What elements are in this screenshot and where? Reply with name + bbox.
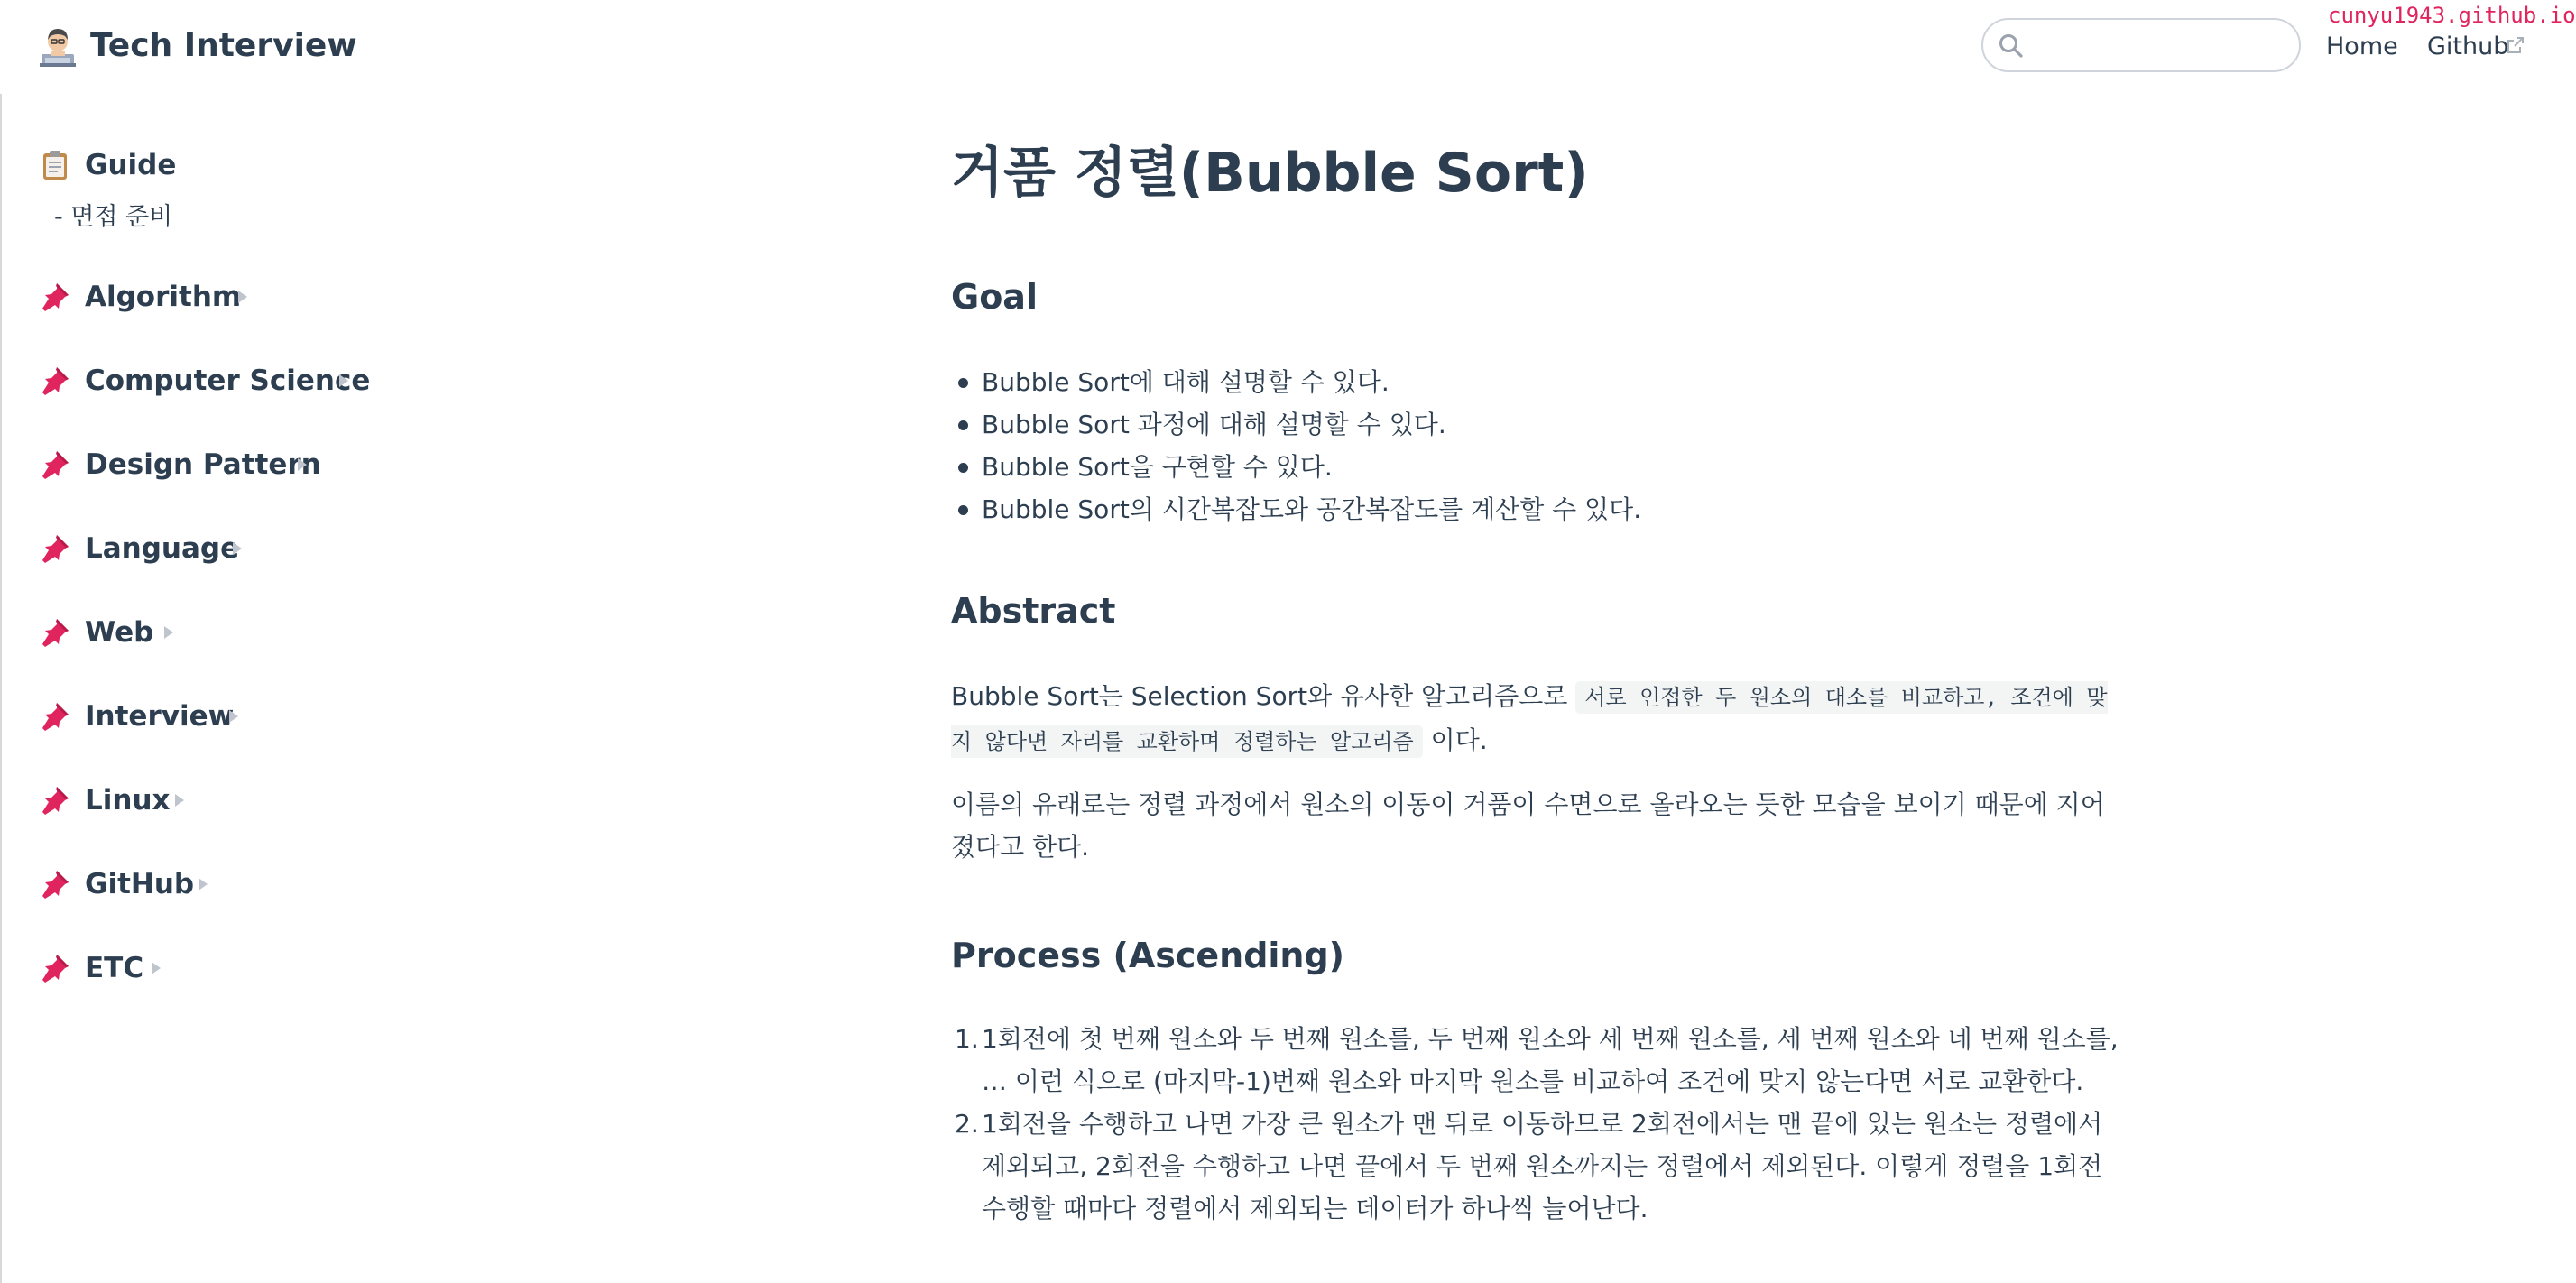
abstract-text: Bubble Sort는 Selection Sort와 유사한 알고리즘으로 (951, 681, 1576, 711)
pushpin-icon (40, 785, 70, 816)
search-box[interactable] (1981, 18, 2301, 72)
chevron-right-icon (164, 626, 173, 639)
chevron-right-icon (229, 710, 238, 723)
chevron-right-icon (298, 458, 307, 471)
sidebar-item-interview-prep[interactable]: - 면접 준비 (54, 203, 173, 231)
sidebar-group-label: ETC (85, 952, 144, 984)
chevron-right-icon (152, 962, 161, 974)
nav-link-github[interactable]: Github (2427, 32, 2509, 60)
sidebar (0, 94, 505, 1283)
developer-avatar-icon[interactable] (40, 23, 76, 69)
search-input[interactable] (2034, 27, 2290, 65)
sidebar-group-label: Guide (85, 149, 177, 181)
external-link-icon (2507, 36, 2525, 54)
chevron-right-icon (175, 794, 184, 807)
list-item: Bubble Sort에 대해 설명할 수 있다. (951, 361, 2124, 403)
list-item-number: 1. (955, 1024, 979, 1054)
pushpin-icon (40, 701, 70, 732)
abstract-paragraph (951, 675, 2115, 763)
list-item: Bubble Sort 과정에 대해 설명할 수 있다. (951, 403, 2124, 446)
sidebar-group-label: Linux (85, 784, 171, 817)
section-heading-abstract: Abstract (951, 591, 1116, 631)
nav-link-home[interactable]: Home (2326, 32, 2398, 60)
site-title[interactable]: Tech Interview (90, 27, 357, 64)
list-item-text: 1회전에 첫 번째 원소와 두 번째 원소를, 두 번째 원소와 세 번째 원소를, 세 번째 원소와 네 번째 원소를, … 이런 식으로 (마지막-1)번째 원소와 마지막 원소를 비교하여 조건에 맞지 않는다면 서로 교환한다. (982, 1024, 2119, 1096)
sidebar-group-label: Web (85, 616, 154, 649)
domain-watermark: cunyu1943.github.io (2328, 3, 2576, 28)
list-item-text: 1회전을 수행하고 나면 가장 큰 원소가 맨 뒤로 이동하므로 2회전에서는 맨 끝에 있는 원소는 정렬에서 제외되고, 2회전을 수행하고 나면 끝에서 두 번째 원소까지는 정렬에서 제외된다. 이렇게 정렬을 1회전 수행할 때마다 정렬에서 제외되는 데이터가 하나씩 늘어난다. (982, 1109, 2103, 1223)
goal-list (951, 361, 2124, 531)
pushpin-icon (40, 869, 70, 900)
sidebar-group-label: Algorithm (85, 281, 242, 313)
process-list (951, 1018, 2120, 1230)
pushpin-icon (40, 449, 70, 480)
pushpin-icon (40, 533, 70, 564)
chevron-right-icon (233, 542, 242, 555)
inline-code: 서로 인접한 두 원소의 대소를 비교하고, 조건에 맞지 않다면 자리를 교환하며 정렬하는 알고리즘 (951, 681, 2108, 758)
list-item (951, 1018, 2120, 1103)
sidebar-group-label: Computer Science (85, 365, 371, 397)
navbar (0, 0, 2576, 94)
search-icon (1998, 32, 2025, 60)
list-item-number: 2. (955, 1109, 979, 1139)
sidebar-group-label: Interview (85, 700, 235, 733)
pushpin-icon (40, 617, 70, 648)
pushpin-icon (40, 953, 70, 983)
list-item (951, 1103, 2120, 1230)
chevron-right-icon (199, 878, 208, 891)
chevron-right-icon (339, 374, 348, 387)
section-heading-goal: Goal (951, 277, 1038, 317)
pushpin-icon (40, 282, 70, 312)
page-title: 거품 정렬(Bubble Sort) (951, 142, 1589, 205)
pushpin-icon (40, 365, 70, 396)
abstract-text-suffix: 이다. (1422, 725, 1488, 755)
section-heading-process: Process (Ascending) (951, 936, 1345, 975)
list-item: Bubble Sort을 구현할 수 있다. (951, 446, 2124, 488)
clipboard-icon (40, 150, 70, 180)
sidebar-group-label: Language (85, 532, 240, 565)
abstract-paragraph-origin: 이름의 유래로는 정렬 과정에서 원소의 이동이 거품이 수면으로 올라오는 듯한 모습을 보이기 때문에 지어졌다고 한다. (951, 789, 2105, 862)
sidebar-group-label: GitHub (85, 868, 195, 900)
sidebar-group-label: Design Pattern (85, 448, 321, 481)
list-item: Bubble Sort의 시간복잡도와 공간복잡도를 계산할 수 있다. (951, 488, 2124, 531)
chevron-right-icon (238, 291, 247, 303)
